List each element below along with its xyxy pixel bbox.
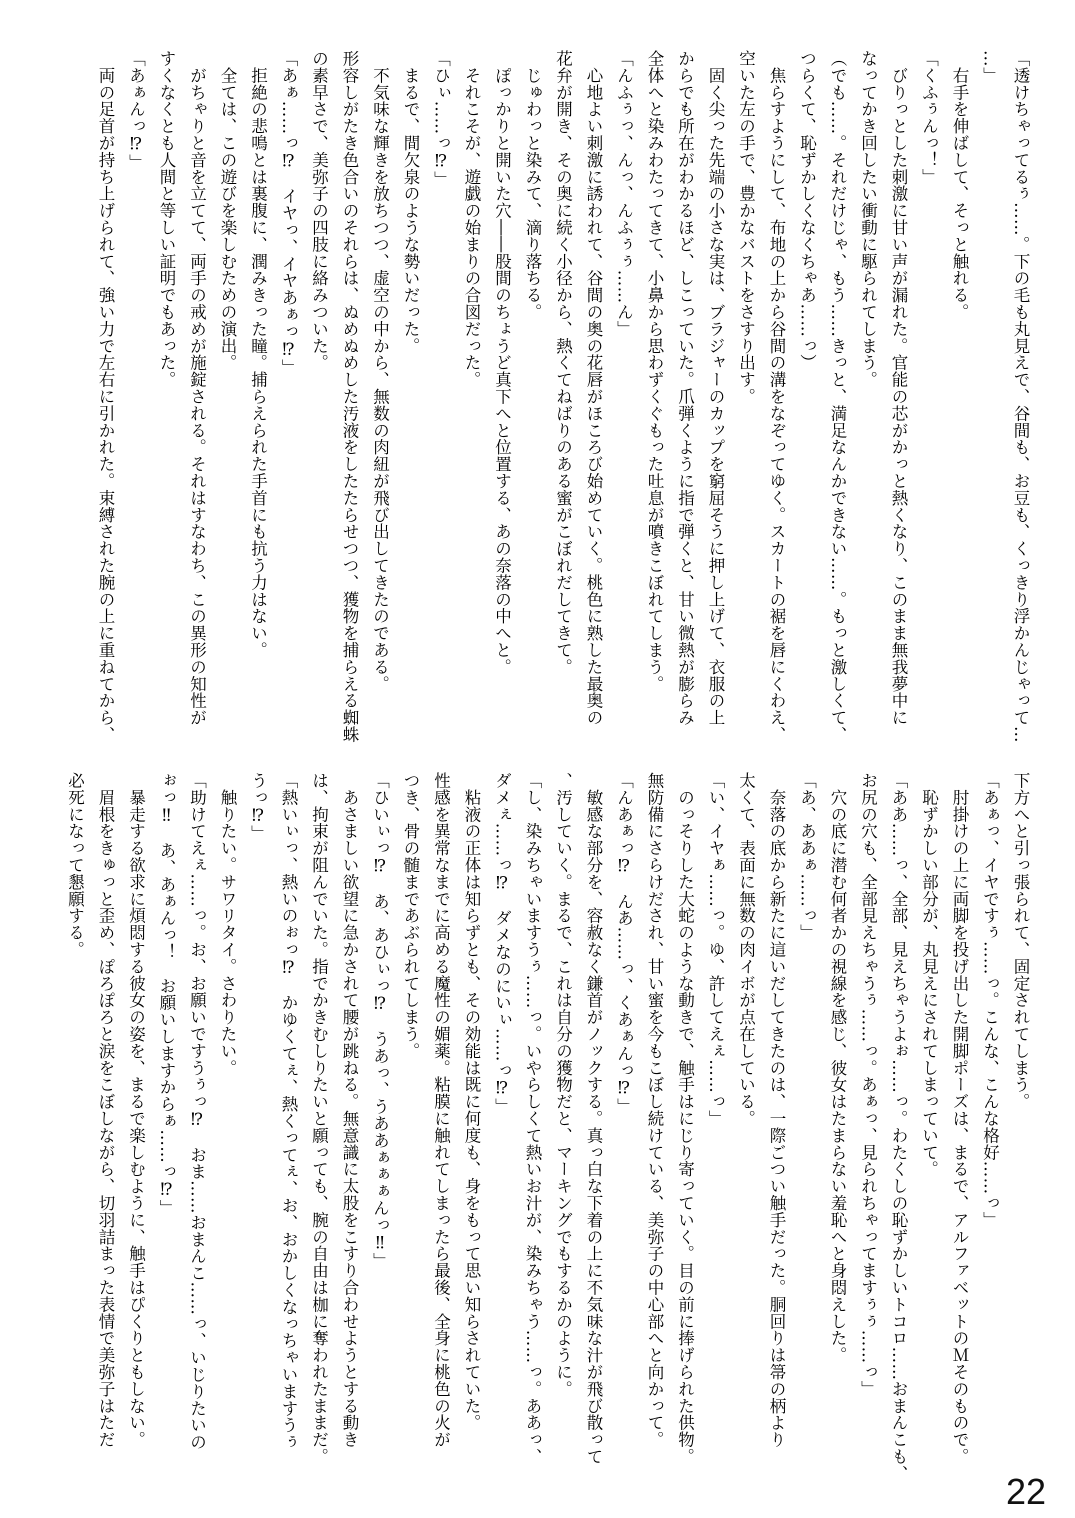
text-column: 固く尖った先端の小さな実は、ブラジャーのカップを窮屈そうに押し上げて、衣服の上 (706, 50, 725, 726)
text-column: 「あ、ああぁ……っ」 (797, 772, 817, 941)
text-column: 心地よい刺激に誘われて、谷間の奥の花唇がほころび始めていく。桃色に熟した最奥の (584, 50, 603, 726)
text-column: がちゃりと音を立てて、両手の戒めが施錠される。それはすなわち、この異形の知性が (187, 50, 207, 726)
text-column: 触りたい。サワリタイ。さわりたい。 (218, 772, 237, 1077)
text-column: 恥ずかしい部分が、丸見えにされてしまっていて。 (919, 772, 939, 1178)
text-column: 、汚していく。まるで、これは自分の獲物だと、マーキングでもするかのように。 (553, 772, 573, 1398)
text-column: 「助けてえぇ……っ。お、お願いですうぅっ⁉ おま……おまんこ……っ、いじりたいの (187, 772, 207, 1451)
text-column: うっ⁉」 (248, 772, 268, 843)
text-column: 全体へと染みわたってきて、小鼻から思わずくぐもった吐息が噴きこぼれてしまう。 (645, 50, 664, 693)
text-column: 拒絶の悲鳴とは裏腹に、潤みきった瞳。捕らえられた手首にも抗う力はない。 (248, 50, 268, 659)
text-column: 「あぁ……っ⁉ イヤっ、イヤあぁっ⁉」 (279, 50, 298, 377)
text-column: なってかき回したい衝動に駆られてしまう。 (858, 50, 878, 388)
text-column: すくなくとも人間と等しい証明でもあった。 (157, 50, 176, 388)
text-column: 粘液の正体は知らずとも、その効能は既に何度も、身をもって思い知らされていた。 (462, 772, 481, 1432)
text-column: 花弁が開き、その奥に続く小径から、熱くてねばりのある蜜がこぼれだしてきて。 (553, 50, 573, 676)
text-column: （でも……。それだけじゃ、もう……きっと、満足なんかできない……。もっと激しくて、 (828, 50, 847, 743)
text-column: 「んあぁっ⁉ んあ……っ、くあぁんっ⁉」 (614, 772, 634, 1115)
text-column: 肘掛けの上に両脚を投げ出した開脚ポーズは、まるで、アルファベットのＭそのもので。 (950, 772, 969, 1465)
text-column: 下方へと引っ張られて、固定されてしまう。 (1011, 772, 1030, 1110)
text-column: 暴走する欲求に煩悶する彼女の姿を、まるで楽しむように、触手はぴくりともしない。 (126, 772, 146, 1448)
text-column: のっそりした大蛇のような動きで、触手はにじり寄っていく。目の前に捧げられた供物。 (675, 772, 695, 1465)
text-column: つらくて、恥ずかしくなくちゃあ……っ） (797, 50, 817, 372)
text-column: 無防備にさらけだされ、甘い蜜を今もこぼし続けている、美弥子の中心部へと向かって。 (645, 772, 664, 1448)
text-column: 奈落の底から新たに這いだしてきたのは、一際ごつい触手だった。胴回りは箒の柄より (767, 772, 786, 1448)
text-column: 「んふぅっ、んっ、んふぅぅ……ん」 (614, 50, 634, 338)
text-column: 焦らすようにして、布地の上から谷間の溝をなぞってゆく。スカートの裾を唇にくわえ、 (767, 50, 786, 743)
text-column: 空いた左の手で、豊かなバストをさすり出す。 (736, 50, 756, 405)
text-column: 形容しがたき色合いのそれらは、ぬめぬめした汚液をしたたらせつつ、獲物を捕らえる蜘蛛 (340, 50, 359, 743)
text-column: 敏感な部分を、容赦なく鎌首がノックする。真っ白な下着の上に不気味な汁が飛び散って (584, 772, 603, 1465)
text-column: じゅわっと染みて、滴り落ちる。 (523, 50, 542, 321)
text-column: 「あぁんっ⁉」 (126, 50, 146, 171)
text-column: 「ひいぃっ⁉ あ、あひぃっ⁉ うあっ、うああぁぁぁんっ‼」 (370, 772, 390, 1270)
text-column: 「透けちゃってるぅ……。下の毛も丸見えで、谷間も、お豆も、くっきり浮かんじゃって… (1011, 50, 1030, 743)
text-column: 「ああ……っ、全部、見えちゃうよぉ……っ。わたくしの恥ずかしいトコロ……おまんこも、 (889, 772, 908, 1482)
text-column: ぽっかりと開いた穴――股間のちょうど真下へと位置する、あの奈落の中へと。 (492, 50, 512, 676)
text-column: 全ては、この遊びを楽しむための演出。 (218, 50, 237, 372)
text-column: の素早さで、美弥子の四肢に絡みついた。 (309, 50, 329, 372)
text-column: びりっとした刺激に甘い声が漏れた。官能の芯がかっと熱くなり、このまま無我夢中に (889, 50, 908, 726)
text-column: 両の足首が持ち上げられて、強い力で左右に引かれた。束縛された腕の上に重ねてから、 (96, 50, 115, 743)
text-column: 不気味な輝きを放ちつつ、虚空の中から、無数の肉紐が飛び出してきたのである。 (370, 50, 390, 693)
text-column: つき、骨の髄まであぶられてしまう。 (401, 772, 420, 1060)
text-column: 性感を異常なまでに高める魔性の媚薬。粘膜に触れてしまったら最後、全身に桃色の火が (431, 772, 451, 1448)
text-column: 「し、染みちゃいますうぅ……っ。いやらしくて熱いお汁が、染みちゃう……っ。ああっ、 (523, 772, 542, 1465)
text-column: 「ひぃ……っ⁉」 (431, 50, 451, 188)
text-column: 右手を伸ばして、そっと触れる。 (950, 50, 969, 321)
lower-text-block (59, 772, 1035, 1482)
text-column: は、拘束が阻んでいた。指でかきむしりたいと願っても、腕の自由は枷に奪われたままだ。 (309, 772, 329, 1465)
text-column: 必死になって懇願する。 (65, 772, 85, 958)
upper-text-block (90, 50, 1036, 750)
page-number: 22 (1005, 1471, 1046, 1512)
text-column: それこそが、遊戯の始まりの合図だった。 (462, 50, 481, 388)
text-column: 「い、イヤぁ……っ。ゆ、許してえぇ……っ」 (706, 772, 725, 1127)
text-column: 「くふぅんっ！」 (919, 50, 939, 186)
text-column: …」 (980, 50, 1000, 84)
text-column: あさましい欲望に急かされて腰が跳ねる。無意識に太股をこすり合わせようとする動き (340, 772, 359, 1448)
text-column: ダメぇ……っ⁉ ダメなのにいぃ……っ⁉」 (492, 772, 512, 1115)
text-column: まるで、間欠泉のような勢いだった。 (401, 50, 420, 355)
text-column: 太くて、表面に無数の肉イボが点在している。 (736, 772, 756, 1127)
text-column: 「熱いぃっ、熱いのぉっ⁉ かゆくてぇ、熱くってぇ、お、おかしくなっちゃいますうぅ (279, 772, 298, 1451)
text-column: お尻の穴も、全部見えちゃうぅ……っ。あぁっ、見られちゃってますぅぅ……っ」 (858, 772, 878, 1398)
text-column: からでも所在がわかるほど、しこっていた。爪弾くように指で弾くと、甘い微熱が膨らみ (675, 50, 695, 726)
text-column: ぉっ‼ あ、あぁんっ！ お願いしますからぁ……っ⁉」 (157, 772, 176, 1217)
text-column: 眉根をきゅっと歪め、ぽろぽろと涙をこぼしながら、切羽詰まった表情で美弥子はただ (96, 772, 115, 1448)
text-column: 穴の底に潜む何者かの視線を感じ、彼女はたまらない羞恥へと身悶えした。 (828, 772, 847, 1364)
text-column: 「あぁっ、イヤですぅ……っ。こんな、こんな格好……っ」 (980, 772, 1000, 1229)
